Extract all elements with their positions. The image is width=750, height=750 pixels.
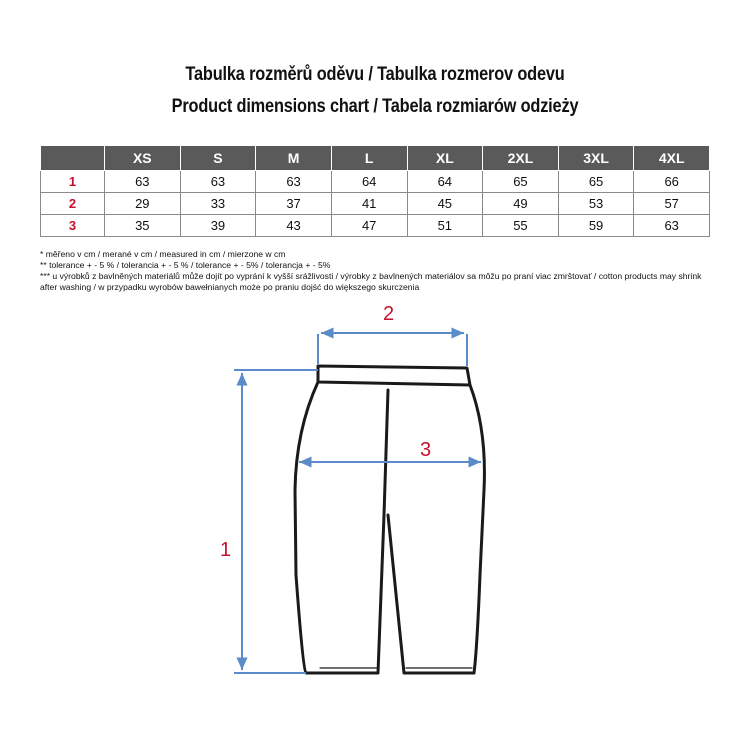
table-row [41, 215, 710, 237]
column-header: S [180, 146, 256, 171]
column-header: XS [105, 146, 181, 171]
table-cell: 64 [407, 171, 483, 193]
column-header: XL [407, 146, 483, 171]
pants-measurement-diagram [0, 290, 750, 710]
table-cell: 63 [256, 171, 332, 193]
table-cell: 65 [558, 171, 634, 193]
table-cell: 63 [105, 171, 181, 193]
table-cell: 66 [634, 171, 710, 193]
table-cell: 43 [256, 215, 332, 237]
table-cell: 47 [331, 215, 407, 237]
waist-dimension-label: 2 [383, 303, 395, 325]
footnote-tolerance: ** tolerance + - 5 % / tolerancia + - 5 % / tolerance + - 5% / tolerancja + - 5% [40, 260, 331, 270]
waistband-shape [318, 366, 470, 385]
table-cell: 53 [558, 193, 634, 215]
table-cell: 49 [483, 193, 559, 215]
table-cell: 51 [407, 215, 483, 237]
table-cell: 41 [331, 193, 407, 215]
column-header: L [331, 146, 407, 171]
table-cell: 37 [256, 193, 332, 215]
table-row [41, 171, 710, 193]
table-cell: 63 [180, 171, 256, 193]
column-header: 3XL [558, 146, 634, 171]
column-header: 2XL [483, 146, 559, 171]
size-chart-table [40, 145, 710, 237]
table-cell: 65 [483, 171, 559, 193]
table-cell: 57 [634, 193, 710, 215]
row-label: 1 [41, 171, 105, 193]
pants-outline [295, 366, 484, 673]
table-cell: 59 [558, 215, 634, 237]
title-line-1: Tabulka rozměrů oděvu / Tabulka rozmerov odevu [185, 64, 565, 85]
column-header: 4XL [634, 146, 710, 171]
length-dimension-label: 1 [220, 539, 232, 561]
table-cell: 35 [105, 215, 181, 237]
footnote-measured: * měřeno v cm / merané v cm / measured in cm / mierzone w cm [40, 249, 286, 259]
table-cell: 55 [483, 215, 559, 237]
column-header: M [256, 146, 332, 171]
table-cell: 63 [634, 215, 710, 237]
row-label: 2 [41, 193, 105, 215]
table-cell: 45 [407, 193, 483, 215]
table-cell: 33 [180, 193, 256, 215]
table-corner-cell [41, 146, 105, 171]
row-label: 3 [41, 215, 105, 237]
title-line-2: Product dimensions chart / Tabela rozmiarów odzieży [171, 96, 579, 117]
table-cell: 29 [105, 193, 181, 215]
table-header-row [41, 146, 710, 171]
table-row [41, 193, 710, 215]
right-leg-outline [388, 385, 484, 673]
left-leg-outline [295, 382, 388, 673]
footnotes [40, 249, 720, 293]
table-cell: 64 [331, 171, 407, 193]
footnote-shrinkage: *** u výrobků z bavlněných materiálů může dojít po vyprání k vyšší srážlivosti / výrobky z bavlnených materiálov sa môžu po praní viac zmrštovať / cotton products may shrink after washing / w przypadku wyrobów bawełnianych może po praniu dojść do większego skurczenia [40, 271, 702, 292]
table-cell: 39 [180, 215, 256, 237]
hip-dimension-label: 3 [420, 439, 432, 461]
